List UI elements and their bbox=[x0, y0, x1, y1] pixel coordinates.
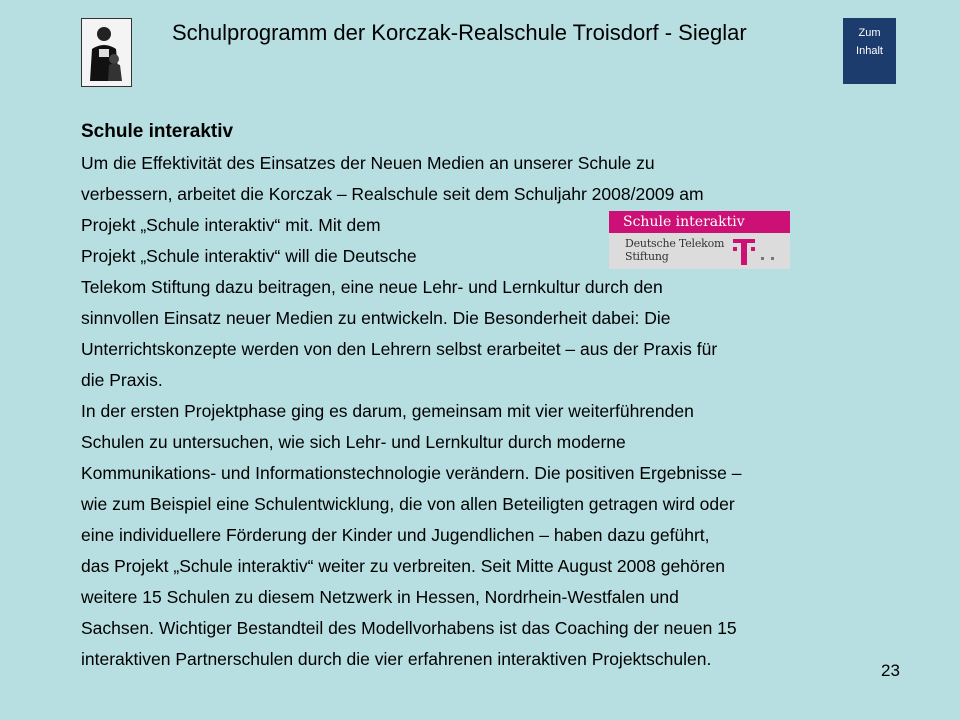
section-heading: Schule interaktiv bbox=[81, 121, 234, 142]
zum-inhalt-label-line1: Zum bbox=[858, 27, 881, 39]
logo-banner: Schule interaktiv bbox=[609, 211, 790, 233]
logo-org-name bbox=[625, 237, 724, 263]
page-number: 23 bbox=[881, 661, 900, 680]
page-title: Schulprogramm der Korczak-Realschule Troisdorf - Sieglar bbox=[172, 20, 747, 45]
text-line: Kommunikations- und Informationstechnologie verändern. Die positiven Ergebnisse – bbox=[81, 463, 742, 483]
text-line: Schulen zu untersuchen, wie sich Lehr- und Lernkultur durch moderne bbox=[81, 432, 626, 452]
text-line: sinnvollen Einsatz neuer Medien zu entwickeln. Die Besonderheit dabei: Die bbox=[81, 308, 671, 328]
logo-line2: Stiftung bbox=[625, 250, 669, 263]
logo-line1: Deutsche Telekom bbox=[625, 237, 725, 250]
text-line: In der ersten Projektphase ging es darum, gemeinsam mit vier weiterführenden bbox=[81, 401, 694, 421]
zum-inhalt-label-line2: Inhalt bbox=[856, 45, 883, 57]
text-line: Um die Effektivität des Einsatzes der Neuen Medien an unserer Schule zu bbox=[81, 153, 655, 173]
schule-interaktiv-logo bbox=[609, 211, 790, 269]
text-line: Projekt „Schule interaktiv“ will die Deutsche bbox=[81, 246, 417, 266]
text-line: wie zum Beispiel eine Schulentwicklung, die von allen Beteiligten getragen wird oder bbox=[81, 494, 735, 514]
text-line: die Praxis. bbox=[81, 370, 163, 390]
text-line: interaktiven Partnerschulen durch die vier erfahrenen interaktiven Projektschulen. bbox=[81, 649, 712, 669]
text-line: Sachsen. Wichtiger Bestandteil des Modellvorhabens ist das Coaching der neuen 15 bbox=[81, 618, 737, 638]
text-line: weitere 15 Schulen zu diesem Netzwerk in Hessen, Nordrhein-Westfalen und bbox=[81, 587, 679, 607]
text-line: eine individuellere Förderung der Kinder und Jugendlichen – haben dazu geführt, bbox=[81, 525, 710, 545]
text-line: Telekom Stiftung dazu beitragen, eine neue Lehr- und Lernkultur durch den bbox=[81, 277, 663, 297]
zum-inhalt-button[interactable] bbox=[843, 18, 896, 84]
text-line: Projekt „Schule interaktiv“ mit. Mit dem bbox=[81, 215, 381, 235]
text-line: verbessern, arbeitet die Korczak – Realschule seit dem Schuljahr 2008/2009 am bbox=[81, 184, 704, 204]
korczak-portrait-image bbox=[81, 18, 132, 87]
telekom-t-icon bbox=[733, 237, 781, 267]
text-line: Unterrichtskonzepte werden von den Lehrern selbst erarbeitet – aus der Praxis für bbox=[81, 339, 718, 359]
text-line: das Projekt „Schule interaktiv“ weiter zu verbreiten. Seit Mitte August 2008 gehören bbox=[81, 556, 725, 576]
